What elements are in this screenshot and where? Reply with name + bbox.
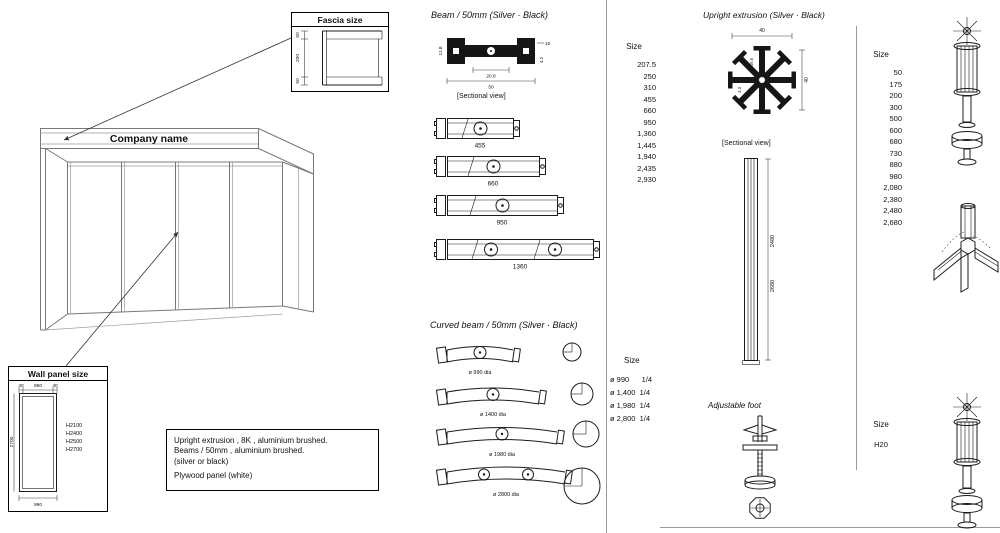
fascia-dim-bottom: 50 — [296, 78, 301, 84]
upright-dim-top-40: 40 — [759, 28, 765, 34]
wall-dim-950: 950 — [33, 384, 43, 389]
foot-size-value: H20 — [874, 440, 888, 449]
curved-beam-drawing-990 — [434, 338, 586, 380]
wall-dim-40-left: 40 — [18, 384, 24, 389]
beam-size-value: 2,930 — [637, 175, 656, 184]
fascia-size-title: Fascia size — [292, 13, 388, 27]
note-line-3: (silver or black) — [174, 456, 229, 466]
curved-beam-drawing-1980 — [434, 416, 606, 460]
wall-panel-size-box — [8, 366, 108, 512]
upright-size-value: 2,680 — [883, 217, 902, 227]
beam-sectional-view-label: [Sectional view] — [457, 93, 506, 100]
beam-length-label: 1360 — [512, 263, 528, 271]
upright-elevation-drawing — [738, 156, 786, 372]
upright-sectional-view-label: [Sectional view] — [722, 140, 771, 147]
upright-size-list — [860, 50, 902, 228]
upright-profile-drawing — [710, 22, 814, 138]
upright-size-value: 600 — [889, 125, 902, 135]
divider-vertical-2 — [856, 26, 857, 470]
wall-dim-40-right: 40 — [52, 384, 58, 389]
curved-beam-drawing-2800 — [434, 456, 614, 514]
upright-dim-16-5: 16.5 — [749, 57, 754, 67]
beam-length-label: 950 — [496, 219, 508, 227]
curved-size-value: ø 1,980 1/4 — [610, 401, 651, 410]
upright-size-value: 2,480 — [883, 206, 902, 215]
wall-height-option: H2400 — [66, 431, 83, 437]
upright-size-value: 2,380 — [883, 194, 902, 204]
adjustable-foot-label: Adjustable foot — [708, 401, 761, 410]
upright-size-value: 980 — [889, 171, 902, 181]
beam-section-title: Beam / 50mm (Silver · Black) — [431, 10, 549, 20]
curved-size-header: Size — [624, 356, 640, 365]
note-line-2: Beams / 50mm , aluminium brushed. — [174, 446, 305, 456]
note-line-1: Upright extrusion , 8K , aluminium brushed. — [174, 436, 328, 445]
divider-vertical-1 — [606, 0, 607, 533]
curved-beam-label: ø 1980 dia — [489, 452, 515, 458]
beam-size-value: 207.5 — [637, 60, 656, 69]
note-line-4: Plywood panel (white) — [174, 471, 253, 481]
beam-size-value: 2,435 — [637, 163, 656, 173]
upright-dim-4-3: 4.3 — [737, 87, 742, 93]
wall-dim-990: 990 — [33, 503, 43, 508]
upright-size-value: 730 — [889, 148, 902, 158]
upright-size-value: 880 — [889, 160, 902, 169]
beam-drawing-950 — [434, 189, 570, 227]
beam-size-value: 455 — [643, 94, 656, 104]
upright-size-value: 300 — [889, 102, 902, 112]
curved-size-value: ø 2,800 1/4 — [610, 414, 651, 423]
beam-size-list — [612, 42, 656, 186]
curved-size-value: ø 990 1/4 — [610, 375, 653, 384]
wall-height-option: H2700 — [66, 447, 83, 453]
upright-size-value: 200 — [889, 91, 902, 100]
upright-size-value: 680 — [889, 137, 902, 146]
curved-beam-label: ø 990 dia — [468, 370, 492, 376]
fascia-dim-top: 50 — [296, 32, 301, 38]
beam-size-value: 1,360 — [637, 129, 656, 138]
beam-size-value: 660 — [643, 106, 656, 115]
upright-size-value: 2,080 — [883, 183, 902, 192]
upright-size-header: Size — [873, 50, 889, 59]
wall-height-option: H2500 — [66, 439, 83, 445]
wall-panel-drawing — [9, 381, 107, 511]
beam-length-label: 455 — [474, 142, 486, 150]
company-name-text: Company name — [109, 133, 189, 145]
corner-joint-isometric — [928, 192, 1000, 342]
foot-size-list — [860, 420, 902, 451]
foot-size-header: Size — [873, 420, 889, 429]
beam-drawing-1360 — [434, 233, 606, 271]
fascia-dim-mid: 200 — [296, 53, 301, 63]
beam-size-value: 1,445 — [637, 140, 656, 150]
curved-beam-section-title: Curved beam / 50mm (Silver · Black) — [430, 320, 578, 330]
upright-size-value: 500 — [889, 114, 902, 123]
curved-beam-drawing-1400 — [434, 378, 600, 418]
upright-size-value: 175 — [889, 79, 902, 89]
fascia-section-drawing — [292, 27, 388, 89]
adjustable-foot-drawing — [732, 412, 790, 530]
beam-size-value: 1,940 — [637, 152, 656, 161]
beam-dim-20-8: 20.8 — [486, 74, 496, 80]
upright-assembly-isometric-bottom — [936, 392, 1000, 533]
wall-dim-2700: 2700 — [10, 436, 15, 448]
upright-section-title: Upright extrusion (Silver · Black) — [703, 10, 825, 20]
beam-drawing-455 — [434, 112, 526, 150]
curved-beam-label: ø 2800 dia — [493, 492, 519, 498]
curved-beam-label: ø 1400 dia — [480, 412, 506, 418]
upright-height-2480: 2480 — [770, 234, 776, 248]
beam-size-header: Size — [626, 42, 642, 51]
beam-drawing-660 — [434, 150, 552, 188]
beam-dim-11-8: 11.8 — [439, 46, 444, 56]
upright-dim-side-40: 40 — [804, 77, 810, 83]
upright-assembly-isometric-top — [936, 14, 1000, 180]
beam-size-value: 250 — [643, 71, 656, 81]
curved-size-list — [610, 356, 670, 425]
materials-note-box — [166, 429, 379, 491]
beam-dim-50: 50 — [488, 85, 494, 90]
fascia-size-box — [291, 12, 389, 92]
beam-dim-10: 10 — [545, 42, 551, 47]
upright-height-2680: 2680 — [770, 279, 776, 293]
beam-size-value: 950 — [643, 117, 656, 127]
beam-profile-drawing — [433, 24, 559, 90]
wall-height-option: H2100 — [66, 423, 83, 429]
upright-size-value: 50 — [893, 68, 902, 77]
wall-panel-size-title: Wall panel size — [9, 367, 107, 381]
curved-size-value: ø 1,400 1/4 — [610, 388, 651, 397]
beam-size-value: 310 — [643, 83, 656, 92]
beam-dim-4-2: 4.2 — [539, 56, 544, 64]
beam-length-label: 660 — [487, 180, 499, 188]
